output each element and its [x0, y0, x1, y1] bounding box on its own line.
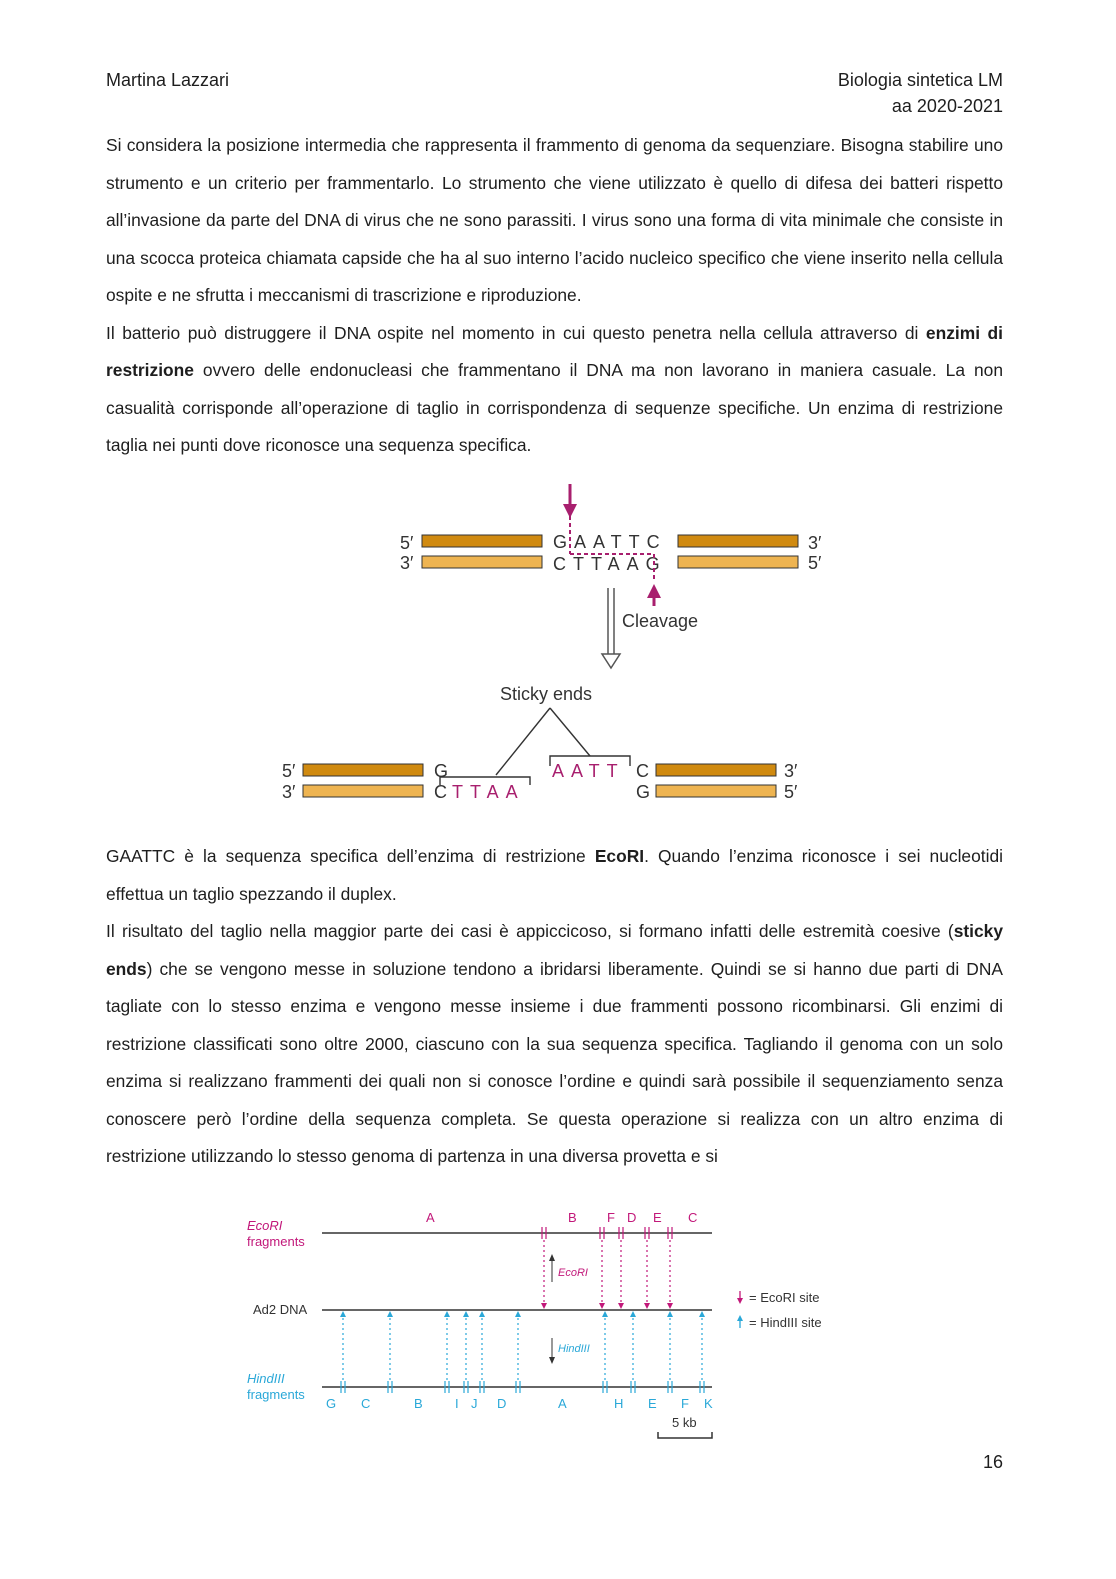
label-3prime-top-left: 3′	[400, 553, 414, 573]
hind-down-arrow-icon	[549, 1338, 555, 1364]
label-5prime-top-left: 5′	[400, 533, 414, 553]
hind-fragment-g: G	[326, 1396, 337, 1411]
ecori-arrow-label: EcoRI	[558, 1267, 588, 1279]
label-ecori: EcoRI	[247, 1218, 283, 1233]
legend-ecori: = EcoRI site	[749, 1290, 820, 1305]
legend-hind-arrow-icon	[737, 1315, 743, 1328]
legend	[737, 1290, 822, 1330]
strand-bottom-right-lower	[656, 785, 776, 797]
strand-bottom-left-lower	[303, 785, 423, 797]
scale-bar	[658, 1415, 712, 1438]
figure-restriction-map	[240, 1200, 860, 1450]
label-3prime-bottom-left: 3′	[282, 782, 296, 802]
hind-fragment-h: H	[614, 1396, 624, 1411]
sequence-top-strand: GAATTC	[553, 532, 667, 552]
bold-term-sticky-ends: sticky ends	[106, 921, 1003, 979]
overhang-right: AATT	[552, 761, 625, 781]
header-course: Biologia sintetica LM	[837, 70, 1003, 90]
page-number: 16	[982, 1452, 1003, 1472]
paragraph-sticky-ends	[106, 913, 1003, 1176]
text-run: ovvero delle endonucleasi che frammentano il DNA ma non lavorano in maniera casuale. La non casualità corrisponde all’operazione di taglio in corrispondenza di sequenze specifiche. Un enzima di restrizione taglia nei punti dove riconosce una sequenza specifica.	[106, 360, 1003, 455]
paragraph-restriction-intro	[106, 127, 1003, 465]
hind-fragment-b: B	[414, 1396, 423, 1411]
label-hind-fragments: fragments	[247, 1387, 305, 1402]
strand-top-left-lower	[422, 556, 542, 568]
ecori-fragment-b: B	[568, 1210, 577, 1225]
text-run: GAATTC è la sequenza specifica dell’enzima di restrizione	[106, 846, 595, 866]
paragraph-enzymes	[106, 315, 1003, 465]
label-cleavage: Cleavage	[622, 611, 699, 631]
paragraph-ecori	[106, 838, 1003, 913]
ecori-fragment-c: C	[688, 1210, 698, 1225]
header-author: Martina Lazzari	[106, 70, 230, 90]
label-hind: HindIII	[247, 1371, 285, 1386]
base-right-bottom: G	[636, 782, 651, 802]
base-left-top: G	[434, 761, 449, 781]
bold-term-enzimi: enzimi di restrizione	[106, 322, 1003, 380]
text-run: Il risultato del taglio nella maggior parte dei casi è appiccicoso, si formano infatti delle estremità coesive (	[106, 921, 954, 941]
ecori-sites	[542, 1227, 672, 1304]
ecori-fragment-letters	[426, 1210, 697, 1225]
label-5prime-top-right: 5′	[808, 553, 822, 573]
text-run: Il batterio può distruggere il DNA ospite nel momento in cui questo penetra nella cellula attraverso di	[106, 322, 926, 343]
paragraph-ecori-sticky	[106, 838, 1003, 1176]
strand-bottom-left-upper	[303, 764, 423, 776]
label-ecori-fragments: fragments	[247, 1234, 305, 1249]
label-5prime-bottom-left: 5′	[282, 761, 296, 781]
process-arrow-icon	[602, 588, 620, 668]
ecori-fragment-e: E	[653, 1210, 662, 1225]
hind-fragment-f: F	[681, 1396, 689, 1411]
hind-fragment-e: E	[648, 1396, 657, 1411]
label-5prime-bottom-right: 5′	[784, 782, 798, 802]
bold-term-ecori: EcoRI	[594, 846, 645, 866]
figure-ecori-cleavage	[270, 478, 830, 818]
hind-fragment-j: J	[471, 1396, 478, 1411]
header-course-info	[838, 67, 1003, 119]
hind-fragment-d: D	[497, 1396, 507, 1411]
scale-label: 5 kb	[672, 1415, 697, 1430]
hind-fragment-k: K	[704, 1396, 713, 1411]
legend-hind: = HindIII site	[749, 1315, 822, 1330]
ecori-site-arrowheads	[541, 1303, 673, 1309]
text-run: . Quando l’enzima riconosce i sei nucleotidi effettua un taglio spezzando il duplex.	[106, 846, 1004, 904]
hind-arrow-label: HindIII	[558, 1343, 590, 1355]
ecori-fragment-a: A	[426, 1210, 435, 1225]
ecori-fragment-f: F	[607, 1210, 615, 1225]
hind-sites	[341, 1316, 704, 1393]
label-sticky-ends: Sticky ends	[500, 684, 593, 704]
label-3prime-bottom-right: 3′	[784, 761, 798, 781]
legend-ecori-arrow-icon	[737, 1291, 743, 1304]
strand-bottom-right-upper	[656, 764, 776, 776]
overhang-left: TTAA	[452, 782, 525, 802]
hind-fragment-c: C	[361, 1396, 371, 1411]
strand-top-left-upper	[422, 535, 542, 547]
base-left-bottom: C	[434, 782, 447, 802]
label-ad2-dna: Ad2 DNA	[253, 1302, 308, 1317]
hind-fragment-a: A	[558, 1396, 567, 1411]
base-right-top: C	[636, 761, 649, 781]
sequence-bottom-strand: CTTAAG	[553, 554, 667, 574]
header-year: aa 2020-2021	[891, 96, 1003, 116]
ecori-fragment-d: D	[627, 1210, 637, 1225]
strand-top-right-lower	[678, 556, 798, 568]
cleavage-arrow-down-icon	[563, 484, 577, 518]
ecori-up-arrow-icon	[549, 1254, 555, 1282]
hind-site-arrowheads	[340, 1311, 705, 1317]
paragraph-virus: Si considera la posizione intermedia che rappresenta il frammento di genoma da sequenziare. Bisogna stabilire uno strumento e un criterio per frammentarlo. Lo strumento che viene utilizzato è quello di difesa dei batteri rispetto all’invasione da parte del DNA di virus che ne sono parassiti. I virus sono una forma di vita minimale che consiste in una scocca proteica chiamata capside che ha al suo interno l’acido nucleico specifico che viene inserito nella cellula ospite e ne sfrutta i meccanismi di trascrizione e riproduzione.	[106, 135, 1003, 305]
hind-fragment-i: I	[455, 1396, 459, 1411]
label-3prime-top-right: 3′	[808, 533, 822, 553]
text-run: ) che se vengono messe in soluzione tendono a ibridarsi liberamente. Quindi se si hanno due parti di DNA tagliate con lo stesso enzima e vengono messe insieme i due frammenti possono ricombinarsi. Gli enzimi di restrizione classificati sono oltre 2000, ciascuno con la sua sequenza specifica. Tagliando il genoma con un solo enzima si realizzano frammenti dei quali non si conosce l’ordine e quindi sarà possibile il sequenziamento senza conoscere però l’ordine della sequenza completa. Se questa operazione si realizza con un altro enzima di restrizione utilizzando lo stesso genoma di partenza in una diversa provetta e si	[106, 958, 1003, 1166]
strand-top-right-upper	[678, 535, 798, 547]
hind-fragment-letters	[326, 1396, 713, 1411]
cleavage-arrow-up-icon	[647, 584, 661, 606]
